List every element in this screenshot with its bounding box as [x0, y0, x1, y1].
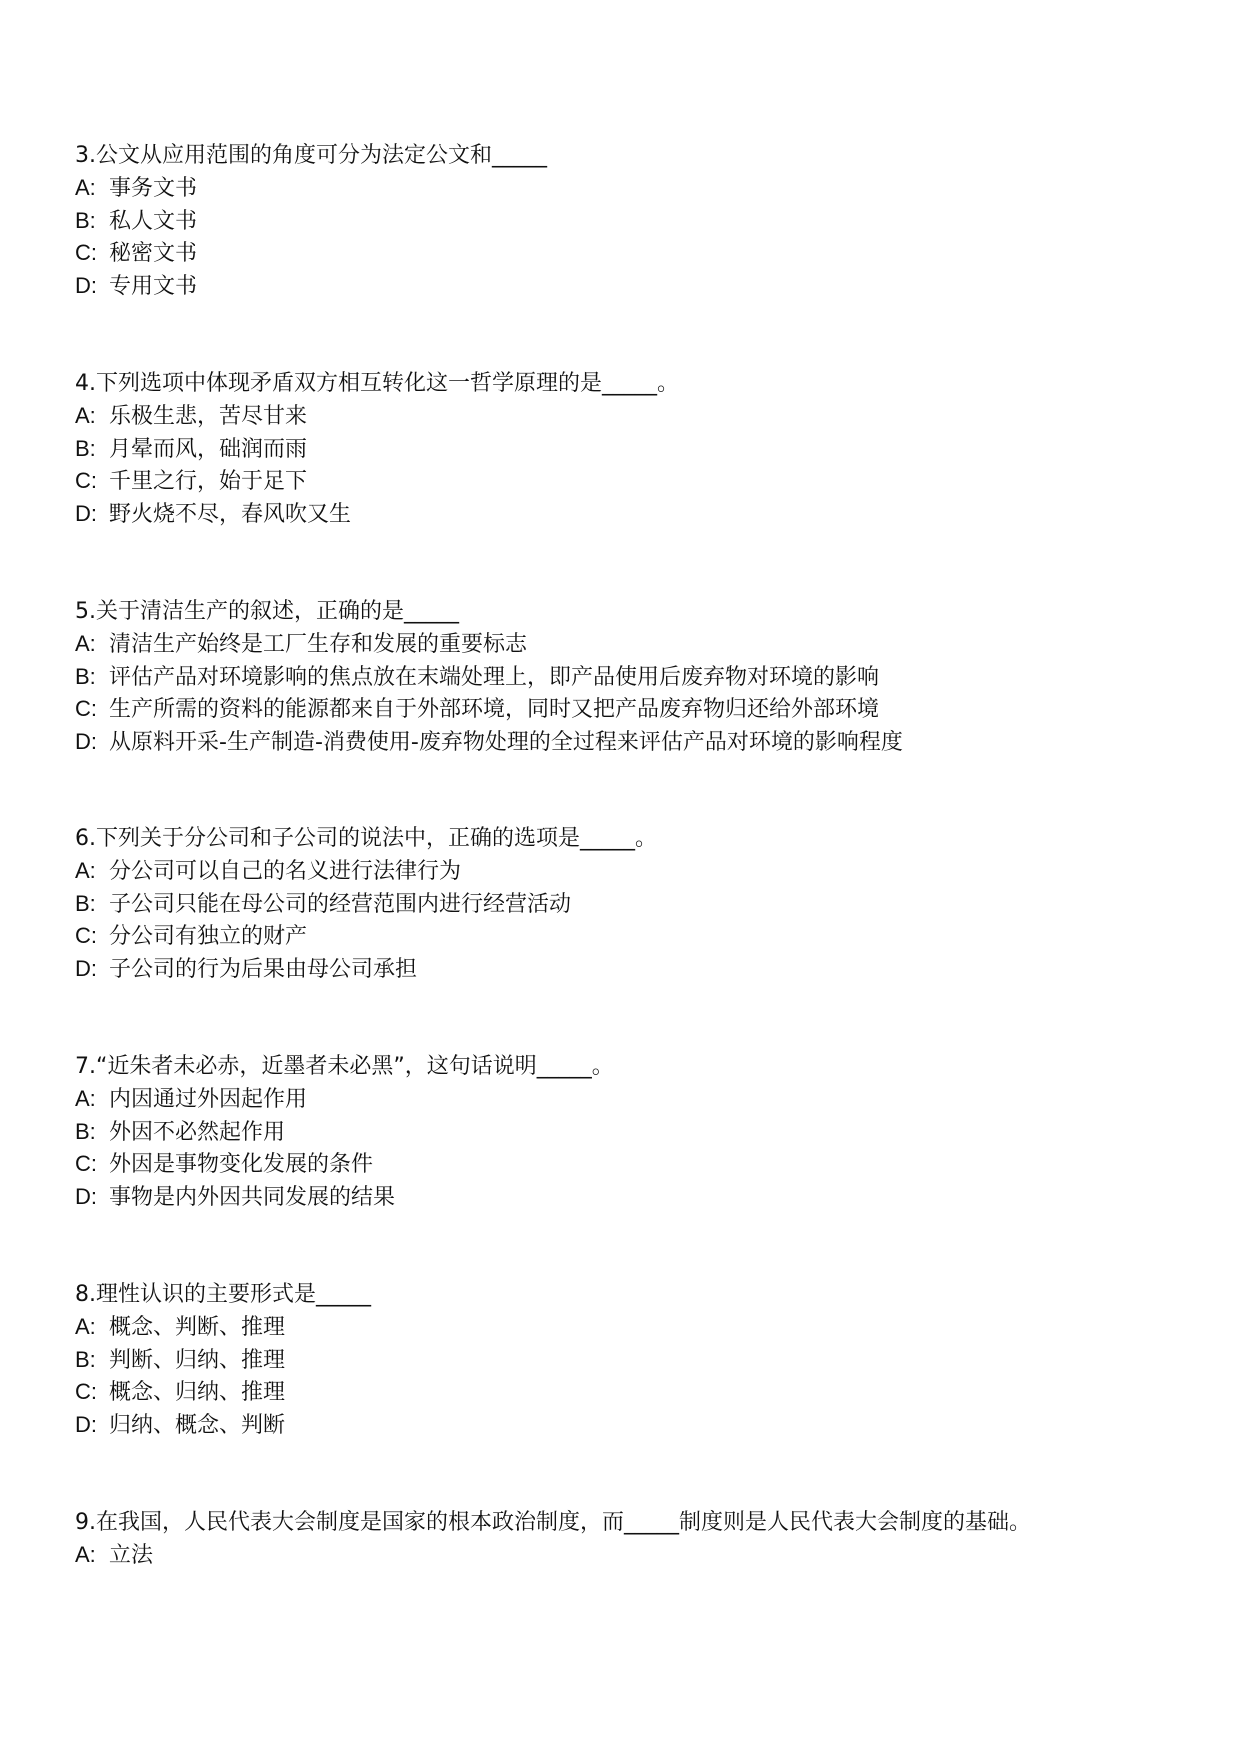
question-stem: 8.理性认识的主要形式是_____: [75, 1282, 371, 1307]
option-text: 内因通过外因起作用: [109, 1087, 308, 1112]
option-b: [75, 888, 1195, 921]
option-d: [75, 270, 1195, 303]
option-text: 归纳、概念、判断: [109, 1412, 286, 1438]
question-3: [75, 140, 1195, 302]
option-text: 生产所需的资料的能源都来自于外部环境，同时又把产品废弃物归还给外部环境: [109, 697, 880, 722]
question-9: [75, 1507, 1195, 1572]
option-text: 专用文书: [109, 273, 198, 299]
option-text: 判断、归纳、推理: [109, 1347, 286, 1373]
option-text: 事物是内外因共同发展的结果: [109, 1184, 396, 1210]
option-text: 秘密文书: [109, 241, 198, 266]
option-a: [75, 1311, 1195, 1344]
question-stem: 9.在我国，人民代表大会制度是国家的根本政治制度，而_____制度则是人民代表大会制度的基础。: [75, 1510, 1031, 1535]
question-stem: 5.关于清洁生产的叙述，正确的是_____: [75, 599, 459, 624]
option-d: [75, 1409, 1195, 1442]
option-letter: D:: [75, 272, 97, 298]
option-letter: A:: [75, 403, 96, 428]
option-letter: B:: [75, 1346, 96, 1372]
option-text: 千里之行，始于足下: [109, 469, 308, 494]
option-a: [75, 1083, 1195, 1116]
option-letter: D:: [75, 955, 97, 981]
option-c: [75, 1148, 1195, 1181]
option-text: 分公司可以自己的名义进行法律行为: [109, 859, 462, 884]
option-letter: D:: [75, 1183, 97, 1209]
question-stem: 7.“近朱者未必赤，近墨者未必黑”，这句话说明_____。: [75, 1054, 614, 1079]
option-text: 子公司只能在母公司的经营范围内进行经营活动: [109, 891, 572, 917]
option-c: [75, 465, 1195, 498]
option-letter: D:: [75, 728, 97, 754]
option-letter: A:: [75, 1542, 96, 1567]
option-text: 概念、判断、推理: [109, 1315, 286, 1340]
option-a: [75, 1539, 1195, 1572]
option-letter: C:: [75, 240, 97, 265]
option-letter: B:: [75, 890, 96, 916]
option-c: [75, 1376, 1195, 1409]
question-6: [75, 823, 1195, 985]
option-text: 乐极生悲，苦尽甘来: [109, 404, 308, 429]
option-c: [75, 237, 1195, 270]
option-letter: D:: [75, 1411, 97, 1437]
option-letter: B:: [75, 207, 96, 233]
option-c: [75, 920, 1195, 953]
question-4: [75, 368, 1195, 530]
option-a: [75, 855, 1195, 888]
option-letter: C:: [75, 923, 97, 948]
question-8: [75, 1279, 1195, 1441]
option-a: [75, 172, 1195, 205]
option-letter: B:: [75, 435, 96, 461]
option-text: 野火烧不尽，春风吹又生: [109, 501, 352, 527]
option-letter: B:: [75, 663, 96, 689]
option-c: [75, 693, 1195, 726]
option-b: [75, 433, 1195, 466]
option-text: 外因不必然起作用: [109, 1119, 286, 1145]
option-b: [75, 1344, 1195, 1377]
option-text: 月晕而风，础润而雨: [109, 436, 308, 462]
option-d: [75, 1181, 1195, 1214]
option-letter: A:: [75, 631, 96, 656]
option-letter: D:: [75, 500, 97, 526]
option-text: 概念、归纳、推理: [109, 1380, 286, 1405]
option-a: [75, 400, 1195, 433]
option-letter: A:: [75, 1314, 96, 1339]
option-text: 分公司有独立的财产: [109, 924, 308, 949]
option-d: [75, 726, 1195, 759]
option-text: 从原料开采-生产制造-消费使用-废弃物处理的全过程来评估产品对环境的影响程度: [109, 729, 903, 755]
question-stem: 4.下列选项中体现矛盾双方相互转化这一哲学原理的是_____。: [75, 371, 679, 396]
question-7: [75, 1051, 1195, 1213]
option-letter: A:: [75, 858, 96, 883]
option-letter: C:: [75, 696, 97, 721]
option-d: [75, 498, 1195, 531]
option-b: [75, 205, 1195, 238]
option-letter: A:: [75, 1086, 96, 1111]
option-text: 子公司的行为后果由母公司承担: [109, 956, 418, 982]
option-text: 清洁生产始终是工厂生存和发展的重要标志: [109, 632, 528, 657]
question-stem: 6.下列关于分公司和子公司的说法中，正确的选项是_____。: [75, 826, 657, 851]
option-letter: C:: [75, 1379, 97, 1404]
option-text: 私人文书: [109, 208, 198, 234]
option-letter: C:: [75, 1151, 97, 1176]
option-letter: A:: [75, 175, 96, 200]
option-letter: B:: [75, 1118, 96, 1144]
question-5: [75, 596, 1195, 758]
option-b: [75, 1116, 1195, 1149]
option-text: 立法: [109, 1543, 154, 1568]
option-b: [75, 661, 1195, 694]
option-text: 事务文书: [109, 176, 198, 201]
option-a: [75, 628, 1195, 661]
option-text: 评估产品对环境影响的焦点放在末端处理上，即产品使用后废弃物对环境的影响: [109, 664, 880, 690]
question-stem: 3.公文从应用范围的角度可分为法定公文和_____: [75, 143, 547, 168]
option-text: 外因是事物变化发展的条件: [109, 1152, 374, 1177]
option-d: [75, 953, 1195, 986]
option-letter: C:: [75, 468, 97, 493]
